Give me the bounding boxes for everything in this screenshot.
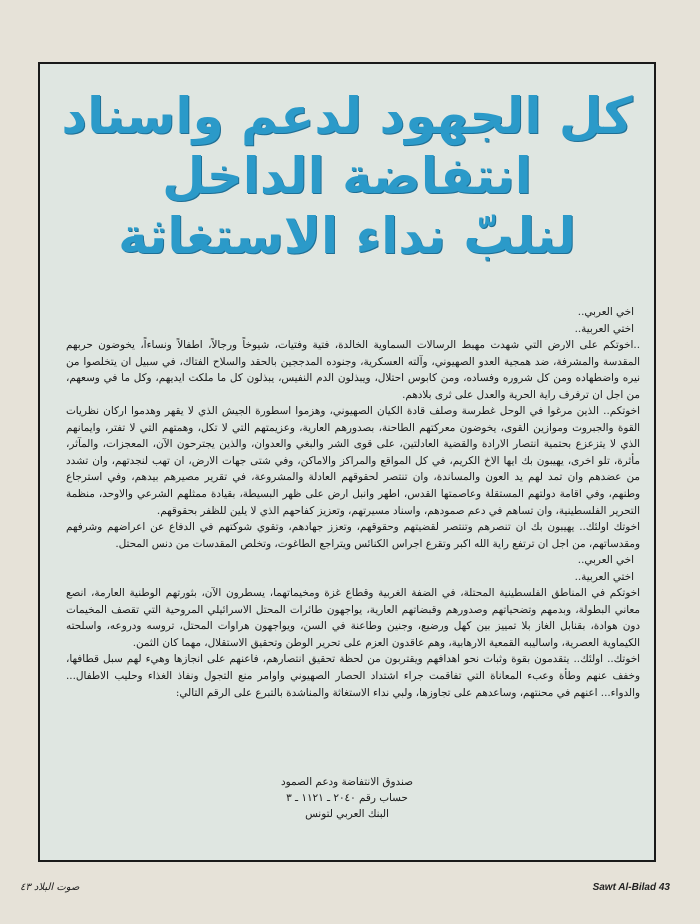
paragraph-2: اخوتكم.. الذين مرغوا في الوحل غطرسة وصلف قادة الكيان الصهيوني، وهزموا اسطورة الجيش الذي لا يقهر وهدموا اركان نظريات القوة والجبروت وموازين القوى، يخوضون معركتهم الطاحنة، بصدورهم العارية، وعزيمتهم التي لا تكل، وهمتهم التي لا تفتر، وايمانهم الذي لا يتزعزع بحتمية انتصار الارادة والقضية العادلتين، على قوى الشر والبغي والعدوان، والذين يجترحون الآن، المعجزات، والمآثر، مأثرة، تلو اخرى، يهيبون بك ايها الاخ الكريم، في كل المواقع والمراكز والاماكن، وفي شتى جهات الارض، ان تهب لنجدتهم، وان تشدد من عضدهم وان تمد لهم يد العون والمساندة، وان تنتصر لحقوقهم العادلة والمشروعة، في تقرير مصيرهم بيدهم، وفي استرجاع وطنهم، وفي اقامة دولتهم المستقلة وعاصمتها القدس، اطهر وانبل ارض على ظهر البسيطة، بقيادة ممثلهم الشرعي والاوحد، منظمة التحرير الفلسطينية، وان تساهم في دعم صمودهم، واسناد مسيرتهم، وتعزيز كفاحهم الذي لا يلين للظفر بحقوقهم. xyxy=(66,405,640,517)
article-frame xyxy=(38,62,656,862)
paragraph-4: اخوتكم في المناطق الفلسطينية المحتلة، في الضفة الغربية وقطاع غزة ومخيماتهما، يسطرون الآن، بثورتهم الوطنية العارمة، انصع معاني البطولة، وبدمهم وتضحياتهم وصدورهم وقبضاتهم العارية، يواجهون طائرات المحتل الاسرائيلي المروحية التي تقصف المخيمات دون هوادة، بقنابل الغاز بلا تمييز بين كهل ورضيع، وجنين وطاعنة في السن، ويواجهون هراوات المحتل، تروسه ودروعه، واسلحته الكيماوية العصرية، واساليبه القمعية الارهابية، وهم عاقدون العزم على تحرير الوطن وتحقيق الاستقلال، مهما كان الثمن. xyxy=(66,587,640,649)
article-body xyxy=(66,304,640,701)
account-number: حساب رقم ٢٠٤٠ ـ ١١٢١ ـ ٣ xyxy=(286,792,408,804)
fund-name: صندوق الانتفاضة ودعم الصمود xyxy=(281,776,413,788)
paragraph-3: اخوتك اولئك.. يهيبون بك ان تنصرهم وتنتصر لقضيتهم وحقوقهم، وتعزز جهادهم، وتقوي شوكتهم في الدفاع عن اعراضهم وشرفهم ومقدساتهم، من اجل ان ترتفع راية الله اكبر وتقرع اجراس الكنائس ويتراجع الطاغوت، وتخلص المقدسات من دنس المحتل. xyxy=(66,521,640,550)
donation-info xyxy=(40,774,654,822)
headline-line-1: كل الجهود لدعم واسناد xyxy=(61,87,633,145)
footer-page-arabic: صوت البلاد ٤٣ xyxy=(20,882,80,893)
salutation-brother: اخي العربي.. xyxy=(577,306,634,318)
salutation-sister: اختي العربية.. xyxy=(574,322,634,335)
paragraph-5: اخوتك.. اولئك.. يتقدمون بقوة وثبات نحو اهدافهم ويقتربون من لحظة تحقيق انتصارهم، فاعنهم على انجازها وهيء لهم سبل قطافها، وخفف عنهم وطأة وعبء المعاناة التي تفاقمت جراء اشتداد الحصار الصهيوني واوامر منع التجول ونفاذ الغذاء وحليب الاطفال... والدواء... اعنهم في محنتهم، وساعدهم على تجاوزها، ولبي نداء الاستغاثة والمناشدة بالتبرع على الرقم التالي: xyxy=(66,653,640,699)
bank-name: البنك العربي لتونس xyxy=(305,808,389,820)
footer-page-latin: Sawt Al-Bilad 43 xyxy=(592,882,670,893)
paragraph-1: ..اخوتكم على الارض التي شهدت مهبط الرسالات السماوية الخالدة، فتية وفتيات، شيوخاً ورجالاً، اطفالاً ونساءاً، يخوضون حربهم المقدسة والمشرفة، ضد همجية العدو الصهيوني، وآلته العسكرية، وجنوده المدججين بالحقد والسلاح الفتاك، في سبيل ان يتخلصوا من نيره واضطهاده ومن كل شروره وفساده، ومن كابوس احتلال، ويبذلون الدم النفيس، يبذلون كل ما ملكت ايديهم، وكل ما في وسعهم، من اجل ان ترفرف راية الحرية والعدل على ثرى بلادهم. xyxy=(66,339,640,401)
headline-line-2: انتفاضة الداخل xyxy=(162,147,532,205)
headline xyxy=(40,86,654,266)
salutation-brother-2: اخي العربي.. xyxy=(577,554,634,567)
headline-line-3: لنلبّ نداء الاستغاثة xyxy=(118,207,576,265)
salutation-sister-2: اختي العربية.. xyxy=(574,570,634,583)
